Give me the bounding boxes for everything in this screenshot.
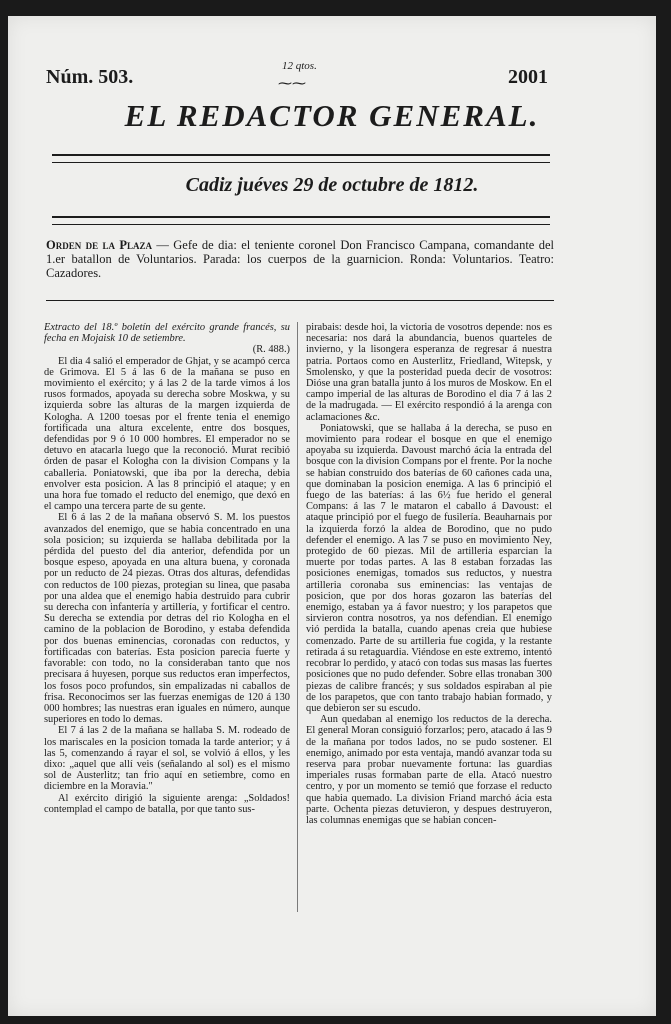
article-paragraph: El 7 á las 2 de la mañana se hallaba S. M. rodeado de los mariscales en la posicion tomada la tarde anterior; y á las 5, comenzando á rayar el sol, se volvió á ellos, y les dixo: „aquel que allí veis (señalando al sol) es el mismo sol de Austerlitz; tan frio aquí en setiembre, como en diciembre en la Moravia.": [44, 725, 290, 793]
orden-text: — Gefe de dia: el teniente coronel Don Francisco Campana, comandante del 1.er batallon de Voluntarios. Parada: los cuerpos de la guarnicion. Ronda: Voluntarios. Teatro: Cazadores.: [46, 238, 554, 280]
extracto-ref: (R. 488.): [252, 344, 290, 356]
column-left: [44, 322, 290, 815]
article-paragraph: Al exército dirigió la siguiente arenga: „Soldados! contemplad el campo de batalla, por que tanto sus-: [44, 792, 290, 815]
rule-middle: [52, 216, 550, 225]
article-paragraph: Aun quedaban al enemigo los reductos de la derecha. El general Moran consiguió forzarlos; pero, atacado á las 9 de la mañana por todos lados, no se pudo sostener. El enemigo, animado por esta ventaja, mandó avanzar toda su reserva para probar nuevamente fortuna: las guardias imperiales rusas formaban parte de ella. Atacó nuestro centro, y por un momento se temió que forzase el reducto que habia quemado. La division Friand marchó ácia esta parte. Ochenta piezas detuvieron, y despues destruyeron, las columnas enemigas que se habian concen-: [306, 714, 552, 826]
orden-de-la-plaza: [46, 238, 554, 280]
newspaper-page: [8, 16, 656, 1016]
rule-bottom: [46, 300, 554, 301]
article-paragraph: El 6 á las 2 de la mañana observó S. M. los puestos avanzados del enemigo, que se habia concentrado en una sola posicion; su izquierda se hallaba debilitada por la pérdida del puesto del dia anterior, defendida por un bosque espeso, apoyada en una altura buena, y coronada por un reducto de 24 piezas. Otras dos alturas, defendidas con reductos de 100 piezas, protegian su linea, que pasaba por una aldea que el enemigo habia destruido para cubrir su derecha con infantería y artillería, y fortificar el centro. Su derecha se extendia por detras del rio Kologha en el camino de la poblacion de Borodino, y estaba defendida por dos buenas eminencias, coronadas con reductos, y fortificadas con baterías. Esta posicion parecia fuerte y favorable: con todo, no la consideraban tanto que nos precisara á huyesen, porque sus reductos eran imperfectos, los fosos poco profundos, sin empalizadas ni caballos de frisa. Reconocimos ser las fuerzas enemigas de 120 á 130 000 hombres; las nuestras eran iguales en número, aunque superiores en todo lo demas.: [44, 512, 290, 726]
article-paragraph: El dia 4 salió el emperador de Ghjat, y se acampó cerca de Grimova. El 5 á las 6 de la mañana se puso en movimiento el exército; y á las 2 de la tarde vimos á los rusos formados, apoyada su derecha sobre Moskwa, y su izquierda sobre las alturas de la margen izquierda de Kologha. A 1200 toesas por el frente tenia el enemigo fortificada una altura excelente, entre dos bosques, defendidas por 9 ó 10 000 hombres. El emperador no se detuvo en atacarla luego que la reconoció. Murat recibió órden de pasar el Kologha con la division Compans y la caballeria. Poniatowski, que iba por la derecha, debia envolver esta posicion. A las 8 principió el ataque; y en una hora fue tomado el reducto del enemigo, que dexó en el campo una tercera parte de su gente.: [44, 355, 290, 513]
orden-lead: Orden de la Plaza: [46, 238, 152, 252]
column-right: [306, 322, 552, 826]
column-divider: [297, 322, 298, 912]
dateline: Cadiz juéves 29 de octubre de 1812.: [185, 174, 479, 196]
extracto-heading: Extracto del 18.º boletín del exército grande francés, su fecha en Mojaisk 10 de setiembre.: [44, 322, 290, 345]
ornament-icon: ⁓⁓: [278, 77, 306, 92]
article-paragraph: pirabais: desde hoi, la victoria de vosotros depende: nos es necesaria: nos dará la abundancia, buenos quarteles de invierno, y la lisongera esperanza de regresar á nuestra patria. Portaos como en Austerlitz, Friedland, Witepsk, y Smolensko, y que la posteridad pueda decir de vosotros: Dióse una gran batalla junto á los muros de Moskow. En el campo imperial de las alturas de Borodino el dia 7 á las 2 de la madrugada. — El exército respondió á la arenga con aclamaciones &c.: [306, 322, 552, 423]
price: 12 qtos.: [282, 60, 317, 72]
masthead-title: EL REDACTOR GENERAL.: [124, 98, 540, 133]
rule-top: [52, 154, 550, 163]
article-paragraph: Poniatowski, que se hallaba á la derecha, se puso en movimiento para rodear el bosque en que el enemigo apoyaba su izquierda. Davoust marchó ácia la entrada del bosque con la division Compans por el frente. Por la noche se habian construido dos baterías de 60 cañones cada una, que dominaban la posicion enemiga. A las 6 principió el fuego de las baterías: á las 6½ fue herido el general Compans: á las 7 le mataron el caballo á Davoust: el ataque principió por el fuego de fusilería. Beauharnais por la izquierda forzó la aldea de Borodino, que no pudo defender el enemigo. A las 7 se puso en movimiento Ney, protegido de 60 piezas. Mil de artilleria esparcian la muerte por todas partes. A las 8 estaban forzadas las posiciones enemigas, tomados sus reductos, y nuestra artilleria coronaba sus eminencias: las ventajas de posicion, que por dos horas gozaron las baterías del enemigo, estaban ya á favor nuestro; y los parapetos que sirvieron contra nosotros, ya nos defendian. El enemigo vió perdida la batalla, cuando apenas creia que hubiese comenzado. Parte de su artilleria fue cogida, y la restante retirada á su retaguardia. Viéndose en este extremo, intentó recobrar lo perdido, y atacó con todas sus masas las fuertes posiciones que no pudo defender. Sobre ellas tronaban 300 piezas de calibre francés; y sus soldados espiraban al pie de los parapetos, que con tanto trabajo habian formado, y que debieron ser su escudo.: [306, 422, 552, 714]
header-top: [46, 60, 566, 94]
issue-number: Núm. 503.: [46, 66, 134, 88]
page-number: 2001: [508, 66, 548, 88]
